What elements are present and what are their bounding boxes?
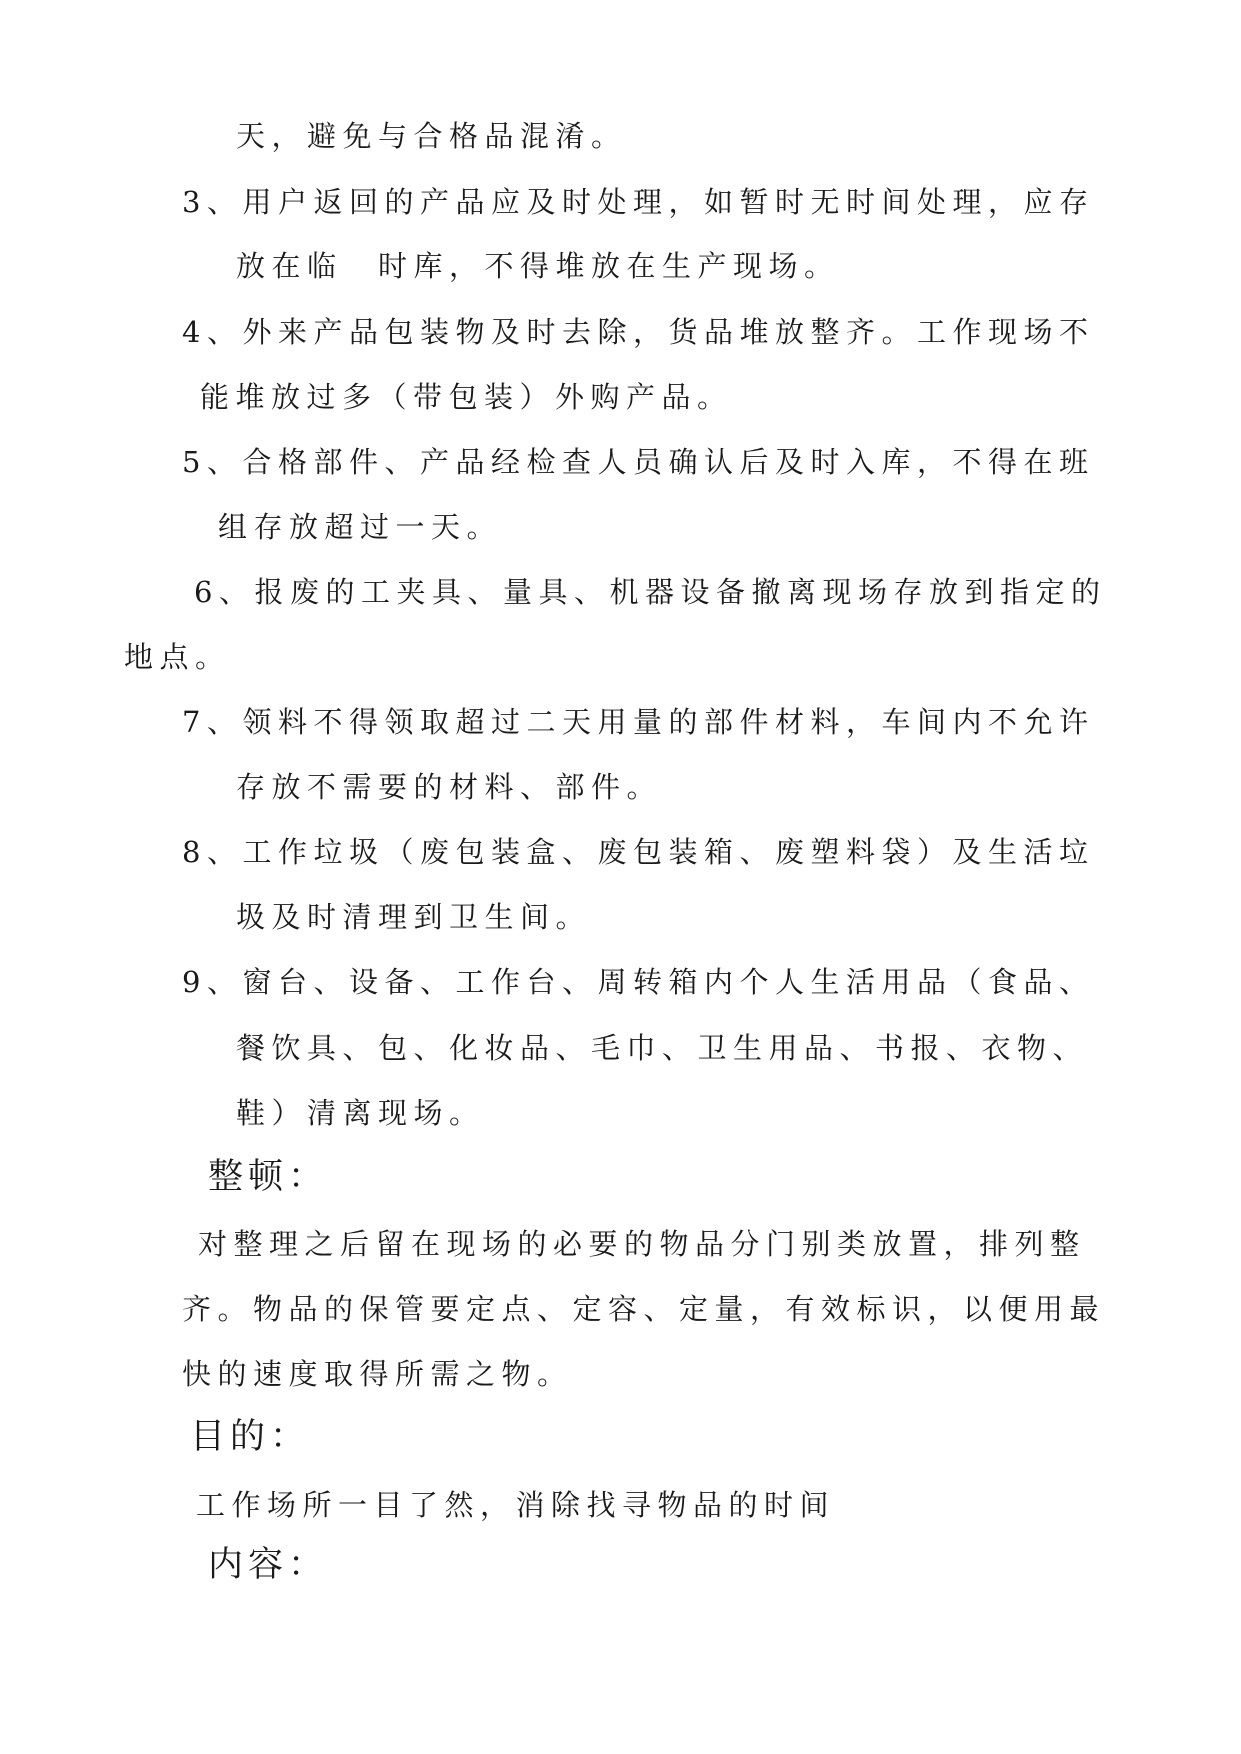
list-item-8-continuation: 圾及时清理到卫生间。: [236, 900, 592, 934]
section-heading-zhengdun: 整顿：: [208, 1157, 329, 1197]
list-item-7-continuation: 存放不需要的材料、部件。: [236, 770, 663, 804]
list-item-4: 4、外来产品包装物及时去除，货品堆放整齐。工作现场不: [182, 315, 1095, 349]
list-item-4-continuation: 能堆放过多（带包装）外购产品。: [200, 380, 733, 414]
zhengdun-paragraph-line-1: 对整理之后留在现场的必要的物品分门别类放置，排列整: [198, 1227, 1086, 1261]
section-heading-neirong: 内容：: [208, 1545, 329, 1585]
list-item-9-continuation-2: 鞋）清离现场。: [236, 1096, 485, 1130]
list-item-9-continuation-1: 餐饮具、包、化妆品、毛巾、卫生用品、书报、衣物、: [236, 1031, 1089, 1065]
list-item-2-continuation: 天，避免与合格品混淆。: [236, 119, 627, 153]
list-item-6-continuation: 地点。: [124, 640, 231, 674]
list-item-7: 7、领料不得领取超过二天用量的部件材料，车间内不允许: [182, 705, 1095, 739]
list-item-6: 6、报废的工夹具、量具、机器设备撤离现场存放到指定的: [194, 575, 1107, 609]
list-item-3: 3、用户返回的产品应及时处理，如暂时无时间处理，应存: [182, 185, 1095, 219]
list-item-9: 9、窗台、设备、工作台、周转箱内个人生活用品（食品、: [182, 965, 1095, 999]
mudi-paragraph: 工作场所一目了然，消除找寻物品的时间: [196, 1488, 836, 1522]
list-item-5: 5、合格部件、产品经检查人员确认后及时入库，不得在班: [182, 445, 1095, 479]
list-item-3-continuation: 放在临 时库，不得堆放在生产现场。: [236, 249, 840, 283]
zhengdun-paragraph-line-3: 快的速度取得所需之物。: [182, 1357, 573, 1391]
list-item-8: 8、工作垃圾（废包装盒、废包装箱、废塑料袋）及生活垃: [182, 835, 1095, 869]
list-item-5-continuation: 组存放超过一天。: [218, 510, 503, 544]
zhengdun-paragraph-line-2: 齐。物品的保管要定点、定容、定量，有效标识，以便用最: [182, 1292, 1106, 1326]
section-heading-mudi: 目的：: [190, 1417, 311, 1457]
